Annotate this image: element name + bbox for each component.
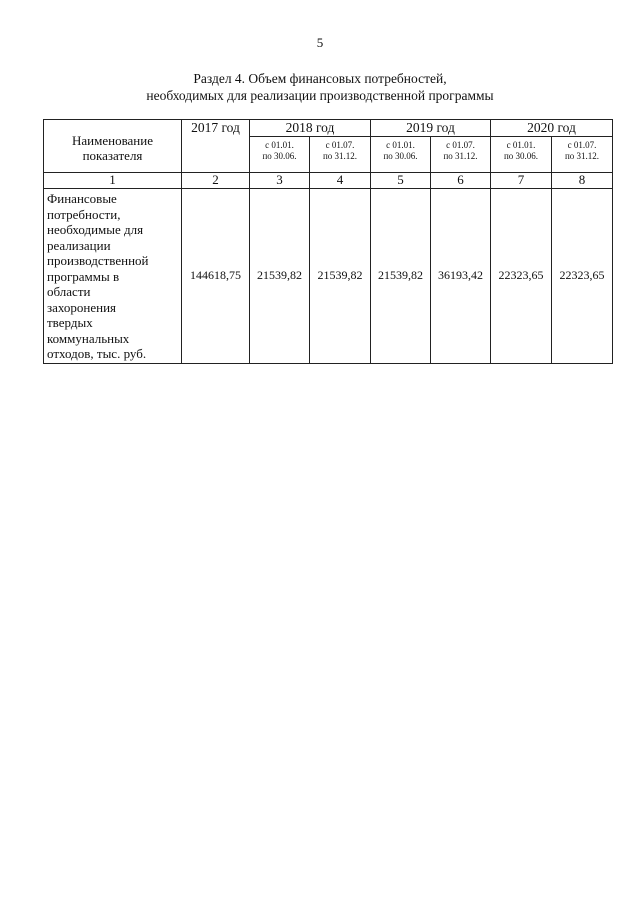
period-to: по 31.12. [564,151,600,161]
row-label-line: коммунальных [47,330,130,346]
row-label-line: программы в [47,268,120,284]
column-number: 6 [431,173,491,189]
period-from: с 01.01. [265,140,294,150]
row-label-line: твердых [47,315,93,330]
period-from: с 01.07. [446,140,475,150]
header-year-2017: 2017 год [182,120,250,173]
row-label-line: необходимые для [47,222,144,237]
column-number: 7 [491,173,552,189]
period-to: по 30.06. [503,151,539,161]
column-number: 8 [552,173,613,189]
value-2018-h2: 21539,82 [310,189,371,364]
header-year-2018: 2018 год [250,120,371,137]
column-number: 4 [310,173,371,189]
header-period [310,137,371,173]
period-from: с 01.01. [386,140,415,150]
period-to: по 31.12. [322,151,358,161]
column-number: 3 [250,173,310,189]
value-2017: 144618,75 [182,189,250,364]
column-number: 2 [182,173,250,189]
period-to: по 31.12. [443,151,478,161]
value-2019-h1: 21539,82 [371,189,431,364]
section-title [0,70,640,104]
header-period [371,137,431,173]
header-period [431,137,491,173]
row-label-line: потребности, [47,206,121,222]
header-indicator-name: Наименование показателя [44,120,182,173]
header-year-2019: 2019 год [371,120,491,137]
value-2019-h2: 36193,42 [431,189,491,364]
period-to: по 30.06. [383,151,418,161]
row-label [44,189,182,364]
financial-needs-table [43,119,613,364]
period-from: с 01.07. [567,140,597,150]
row-label-line: производственной [47,253,149,268]
row-label-line: реализации [47,237,111,253]
page-number: 5 [316,35,324,50]
header-period [552,137,613,173]
row-label-line: области [47,284,91,299]
section-title-line-1: Раздел 4. Объем финансовых потребностей, [193,71,447,86]
row-label-line: Финансовые [47,191,117,206]
row-label-line: захоронения [47,299,117,315]
table-row [44,189,613,364]
section-title-line-2: необходимых для реализации производственной программы [146,88,494,103]
header-period [250,137,310,173]
value-2018-h1: 21539,82 [250,189,310,364]
period-from: с 01.07. [325,140,355,150]
value-2020-h2: 22323,65 [552,189,613,364]
column-number: 5 [371,173,431,189]
period-from: с 01.01. [506,140,536,150]
header-year-2020: 2020 год [491,120,613,137]
period-to: по 30.06. [262,151,297,161]
row-label-line: отходов, тыс. руб. [47,346,147,361]
header-period [491,137,552,173]
column-number: 1 [44,173,182,189]
value-2020-h1: 22323,65 [491,189,552,364]
